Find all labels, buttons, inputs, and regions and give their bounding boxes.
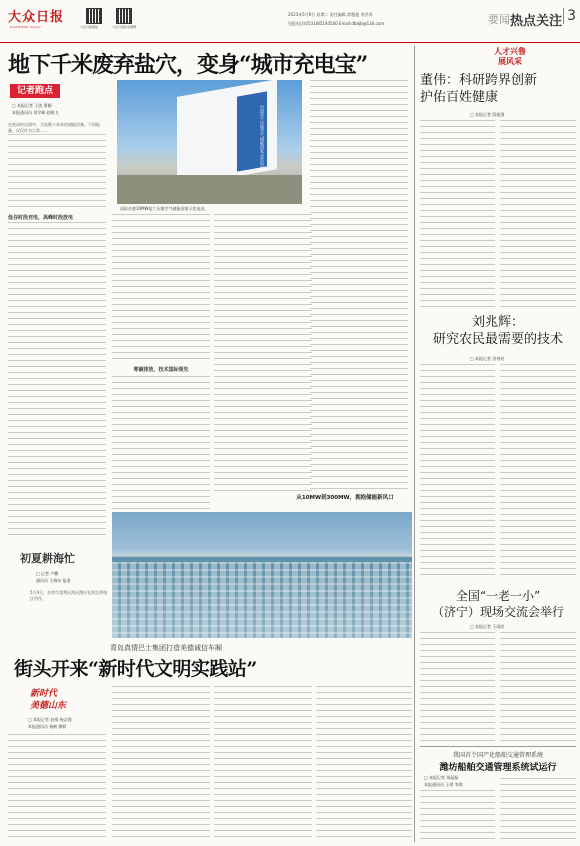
talent-badge-line2: 展风采 bbox=[498, 56, 522, 66]
main-intro: 在密闭的岩洞中，当直数十余米的储能设备，不同能量，仅仅作为日常…… bbox=[8, 122, 106, 210]
subhead-1: 低谷时段充电，高峰时段放电 bbox=[8, 215, 74, 221]
page-number: 3 bbox=[563, 8, 576, 24]
bottom-body-col4 bbox=[316, 686, 412, 838]
bottom-body-col1 bbox=[8, 734, 106, 838]
newspaper-logo-sub: DAZHONG DAILY bbox=[10, 25, 42, 29]
story4-byline: □ 本报记者 胡晶磊 本报通讯员 王琪 李琪 bbox=[424, 775, 463, 787]
story2-body-col2 bbox=[500, 364, 576, 576]
story4-title: 潍坊船舶交通管理系统试运行 bbox=[439, 763, 557, 773]
photo-essay-title: 初夏耕海忙 bbox=[20, 552, 75, 565]
qr1-label: 大众日报微信 bbox=[80, 25, 99, 29]
bottom-headline: 街头开来“新时代文明实践站” bbox=[14, 658, 257, 680]
story4-divider bbox=[420, 746, 576, 747]
qr-code-icon bbox=[116, 8, 132, 24]
story4-kicker: 我国首个国产化船舶交通管理系统 bbox=[452, 752, 543, 759]
main-body-col2 bbox=[112, 214, 210, 364]
photo-essay-byline: □ 记者 卢鹏 通讯员 王瑞东 报道 bbox=[36, 571, 71, 583]
newspaper-logo: 大众日报 bbox=[8, 10, 65, 25]
bottom-body-col2 bbox=[112, 686, 210, 838]
story3-body-col1 bbox=[420, 632, 495, 742]
story4-body-col2 bbox=[500, 778, 576, 840]
bottom-divider bbox=[8, 640, 412, 641]
main-body-col5 bbox=[310, 80, 408, 490]
story1-body-col1 bbox=[420, 120, 495, 310]
qr-code-icon bbox=[86, 8, 102, 24]
masthead bbox=[0, 0, 580, 43]
bottom-kicker: 青岛真情巴士集团打造美德诚信车厢 bbox=[110, 644, 222, 652]
talent-badge bbox=[470, 46, 574, 68]
main-photo bbox=[117, 80, 302, 204]
main-byline: □ 本报记者 王凯 曹颖 本报通讯员 刘学峰 赵晓飞 bbox=[12, 103, 59, 115]
date-line: 2023年5月9日 星期二 责任编辑 徐超超 李洪涛 bbox=[288, 12, 373, 17]
main-body-col3 bbox=[112, 376, 210, 511]
story1-title: 董伟：科研跨界创新 护佑百姓健康 bbox=[420, 73, 538, 105]
story2-body-col1 bbox=[420, 364, 495, 576]
photo-caption: 国际首套10MW盐穴压缩空气储能国家示范电站。 bbox=[120, 206, 209, 211]
main-body-col1 bbox=[8, 222, 106, 538]
main-headline: 地下千米废弃盐穴，变身“城市充电宝” bbox=[8, 52, 368, 78]
main-body-col4 bbox=[214, 214, 312, 494]
section-title: 热点关注 bbox=[509, 14, 562, 29]
story2-byline: □ 本报记者 田春亮 bbox=[470, 356, 505, 361]
story4-body-col1 bbox=[420, 790, 495, 840]
subhead-3: 从10MW到300MW，拥抱储能新风口 bbox=[296, 495, 394, 501]
bottom-body-col3 bbox=[214, 686, 312, 838]
talent-badge-line1: 人才兴鲁 bbox=[494, 46, 526, 56]
kicker-badge: 记者跑点 bbox=[10, 84, 60, 98]
subhead-2: 零碳排放，技术国际领先 bbox=[133, 367, 189, 373]
qr2-label: 大众日报新浪微博 bbox=[112, 25, 137, 29]
sea-farm-photo bbox=[112, 512, 412, 638]
contact-line: 见报电话(0531)85193500 Email:dbbjb@126.com bbox=[288, 21, 385, 26]
story3-title: 全国“一老一小” （济宁）现场交流会举行 bbox=[431, 589, 564, 619]
story3-body-col2 bbox=[500, 632, 576, 742]
column-divider bbox=[414, 46, 415, 842]
section-name: 要闻 bbox=[488, 13, 510, 26]
building-sign: 中国首个压缩空气储能国家示范电站 bbox=[260, 105, 265, 169]
story1-body-col2 bbox=[500, 120, 576, 310]
story3-byline: □ 本报记者 王雨欣 bbox=[470, 624, 505, 629]
bottom-byline: □ 本报记者 赵威 杨志强 本报通讯员 杨帆 柳莉 bbox=[28, 717, 72, 729]
series-logo-line1: 新时代 bbox=[30, 689, 58, 699]
story2-title: 刘兆辉： 研究农民最需要的技术 bbox=[432, 315, 563, 347]
series-logo-line2: 美德山东 bbox=[30, 701, 67, 711]
photo-essay-text: 5月4日，东营市垦利区海河渔民在海边养殖区劳作。 bbox=[30, 590, 108, 601]
story1-byline: □ 本报记者 薛超强 bbox=[470, 112, 505, 117]
